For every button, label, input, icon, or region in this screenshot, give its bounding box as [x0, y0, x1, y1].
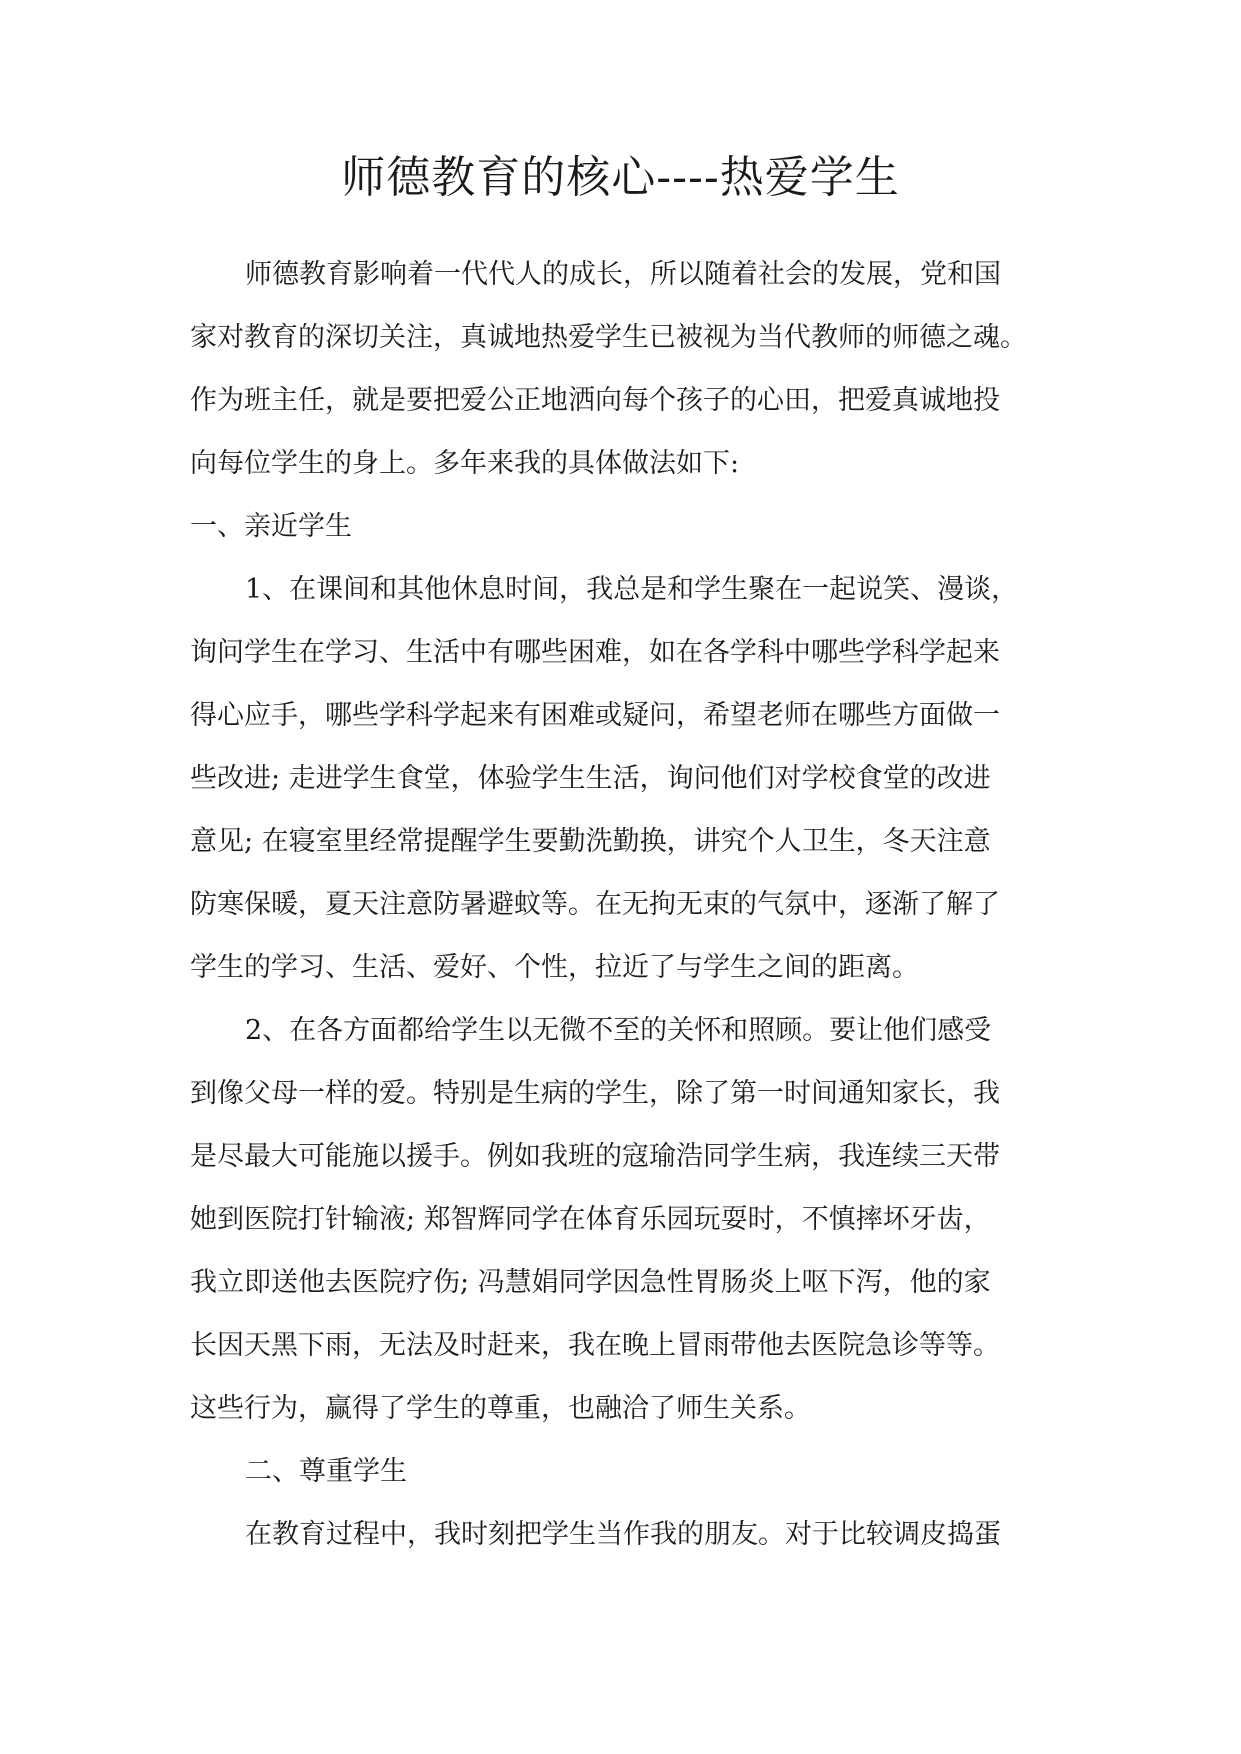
text-line: 在教育过程中，我时刻把学生当作我的朋友。对于比较调皮捣蛋: [245, 1519, 1001, 1550]
text-line: 作为班主任，就是要把爱公正地洒向每个孩子的心田，把爱真诚地投: [190, 385, 1000, 416]
document-title: 师德教育的核心----热爱学生: [341, 152, 900, 203]
text-line: 这些行为，赢得了学生的尊重，也融洽了师生关系。: [190, 1393, 811, 1424]
text-line: 她到医院打针输液; 郑智辉同学在体育乐园玩耍时，不慎摔坏牙齿，: [190, 1204, 991, 1235]
text-line: 防寒保暖，夏天注意防暑避蚊等。在无拘无束的气氛中，逐渐了解了: [190, 889, 1000, 920]
text-line: 得心应手，哪些学科学起来有困难或疑问，希望老师在哪些方面做一: [190, 700, 1000, 731]
text-line: 些改进; 走进学生食堂，体验学生生活，询问他们对学校食堂的改进: [190, 763, 991, 794]
text-line: 学生的学习、生活、爱好、个性，拉近了与学生之间的距离。: [190, 952, 919, 983]
section-heading: 一、亲近学生: [190, 511, 352, 542]
text-line: 是尽最大可能施以援手。例如我班的寇瑜浩同学生病，我连续三天带: [190, 1141, 1000, 1172]
text-line: 2、在各方面都给学生以无微不至的关怀和照顾。要让他们感受: [245, 1015, 992, 1046]
text-line: 询问学生在学习、生活中有哪些困难，如在各学科中哪些学科学起来: [190, 637, 1000, 668]
text-line: 意见; 在寝室里经常提醒学生要勤洗勤换，讲究个人卫生，冬天注意: [190, 826, 991, 857]
text-line: 1、在课间和其他休息时间，我总是和学生聚在一起说笑、漫谈，: [245, 574, 1019, 605]
text-line: 到像父母一样的爱。特别是生病的学生，除了第一时间通知家长，我: [190, 1078, 1000, 1109]
text-line: 长因天黑下雨，无法及时赶来，我在晚上冒雨带他去医院急诊等等。: [190, 1330, 1000, 1361]
text-line: 我立即送他去医院疗伤; 冯慧娟同学因急性胃肠炎上呕下泻，他的家: [190, 1267, 991, 1298]
section-heading: 二、尊重学生: [245, 1456, 407, 1487]
text-line: 师德教育影响着一代代人的成长，所以随着社会的发展，党和国: [245, 259, 1001, 290]
text-line: 家对教育的深切关注，真诚地热爱学生已被视为当代教师的师德之魂。: [190, 322, 1027, 353]
text-line: 向每位学生的身上。多年来我的具体做法如下:: [190, 448, 740, 479]
